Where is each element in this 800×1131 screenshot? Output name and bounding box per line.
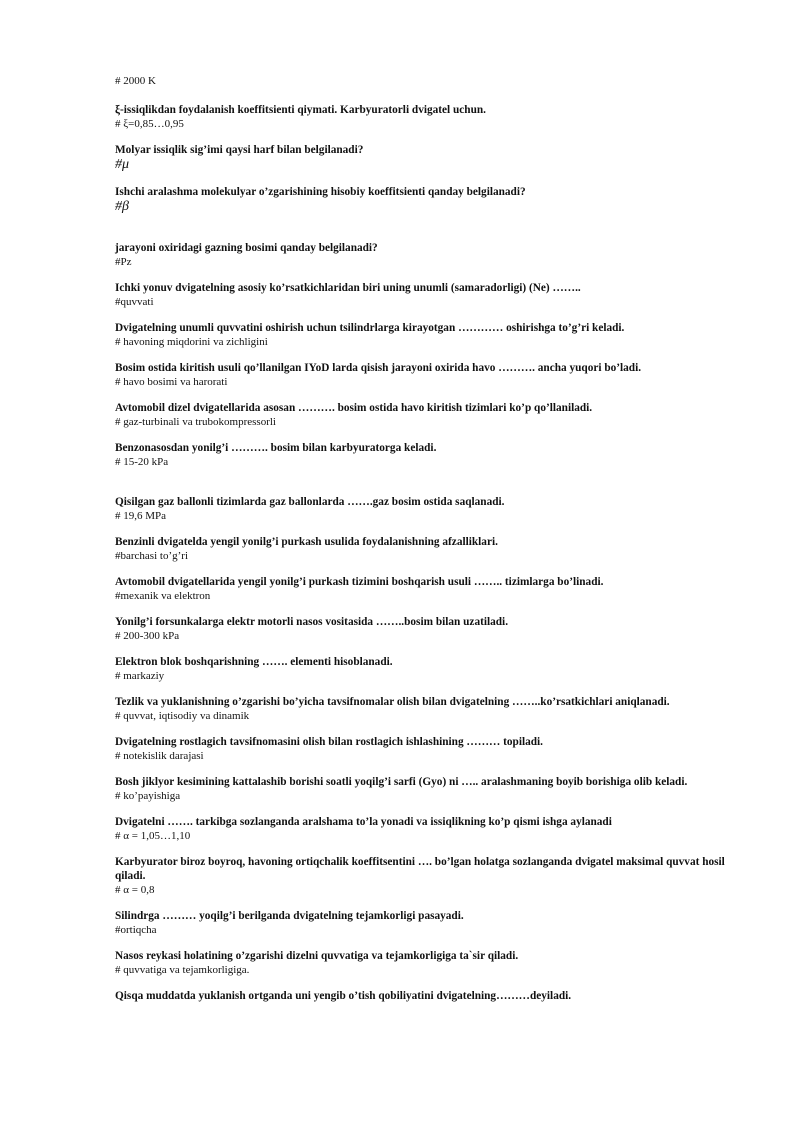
answer-text: # notekislik darajasi: [115, 750, 204, 762]
question-block: [115, 495, 725, 523]
question-text: Benzonasosdan yonilg’i ………. bosim bilan karbyuratorga keladi.: [115, 442, 437, 454]
question-text: Molyar issiqlik sig’imi qaysi harf bilan belgilanadi?: [115, 144, 364, 156]
answer-text: # gaz-turbinali va trubokompressorli: [115, 416, 276, 428]
answer-text: # havoning miqdorini va zichligini: [115, 336, 268, 348]
question-text: Bosim ostida kiritish usuli qo’llanilgan IYoD larda qisish jarayoni oxirida havo ………. ancha yuqori bo’ladi.: [115, 362, 642, 374]
answer-text: #mexanik va elektron: [115, 590, 211, 602]
answer-text: # ko’payishiga: [115, 790, 181, 802]
answer-text: # ξ=0,85…0,95: [115, 118, 184, 130]
answer-text: # 2000 K: [115, 75, 156, 87]
question-block: [115, 361, 725, 389]
document-page: [115, 75, 725, 1015]
answer-text: #β: [115, 199, 129, 214]
question-text: Dvigatelni ……. tarkibga sozlanganda aralshama to’la yonadi va issiqlikning ko’p qismi ishga aylanadi: [115, 816, 612, 828]
question-block: [115, 185, 725, 215]
question-text: Silindrga ……… yoqilg’i berilganda dvigatelning tejamkorligi pasayadi.: [115, 910, 464, 922]
question-text: Dvigatelning unumli quvvatini oshirish uchun tsilindrlarga kirayotgan ………… oshirishga to’g’ri keladi.: [115, 322, 625, 334]
question-block: [115, 103, 725, 131]
answer-text: #Pz: [115, 256, 132, 268]
question-text: Karbyurator biroz boyroq, havoning ortiqchalik koeffitsentini …. bo’lgan holatga sozlanganda dvigatel maksimal quvvat hosil qiladi.: [115, 856, 725, 882]
answer-text: #quvvati: [115, 296, 154, 308]
question-text: Ishchi aralashma molekulyar o’zgarishining hisobiy koeffitsienti qanday belgilanadi?: [115, 186, 526, 198]
question-text: Tezlik va yuklanishning o’zgarishi bo’yicha tavsifnomalar olish bilan dvigatelning ……..ko’rsatkichlari aniqlanadi.: [115, 696, 670, 708]
question-text: Elektron blok boshqarishning ……. elementi hisoblanadi.: [115, 656, 393, 668]
answer-text: # α = 0,8: [115, 884, 155, 896]
answer-text: #barchasi to’g’ri: [115, 550, 188, 562]
question-text: Avtomobil dizel dvigatellarida asosan ………. bosim ostida havo kiritish tizimlari ko’p qo’llaniladi.: [115, 402, 593, 414]
question-text: Ichki yonuv dvigatelning asosiy ko’rsatkichlaridan biri uning unumli (samaradorligi) (Ne) ……..: [115, 282, 581, 294]
question-text: Benzinli dvigatelda yengil yonilg’i purkash usulida foydalanishning afzalliklari.: [115, 536, 498, 548]
answer-text: # quvvat, iqtisodiy va dinamik: [115, 710, 250, 722]
answer-text: #μ: [115, 157, 130, 172]
answer-text: # 15-20 kPa: [115, 456, 169, 468]
question-block: [115, 143, 725, 173]
answer-text: #ortiqcha: [115, 924, 157, 936]
question-block: [115, 815, 725, 843]
question-text: Qisqa muddatda yuklanish ortganda uni yengib o’tish qobiliyatini dvigatelning………deyiladi.: [115, 990, 572, 1002]
answer-text: # markaziy: [115, 670, 165, 682]
question-block: [115, 735, 725, 763]
answer-text: # havo bosimi va harorati: [115, 376, 228, 388]
question-block: [115, 441, 725, 469]
answer-text: # quvvatiga va tejamkorligiga.: [115, 964, 250, 976]
question-block: [115, 321, 725, 349]
question-block: [115, 281, 725, 309]
answer-text: # α = 1,05…1,10: [115, 830, 191, 842]
question-block: [115, 855, 725, 897]
question-text: Bosh jiklyor kesimining kattalashib borishi soatli yoqilg’i sarfi (Gyo) ni ….. aralashmaning boyib borishiga olib keladi.: [115, 776, 688, 788]
question-text: Qisilgan gaz ballonli tizimlarda gaz ballonlarda …….gaz bosim ostida saqlanadi.: [115, 496, 505, 508]
question-text: ξ-issiqlikdan foydalanish koeffitsienti qiymati. Karbyuratorli dvigatel uchun.: [115, 104, 486, 116]
answer-text: # 200-300 kPa: [115, 630, 180, 642]
question-text: Dvigatelning rostlagich tavsifnomasini olish bilan rostlagich ishlashining ……… topiladi.: [115, 736, 544, 748]
question-text: Nasos reykasi holatining o’zgarishi dizelni quvvatiga va tejamkorligiga ta`sir qiladi.: [115, 950, 519, 962]
question-text: jarayoni oxiridagi gazning bosimi qanday belgilanadi?: [115, 242, 378, 254]
question-block: [115, 775, 725, 803]
question-block: [115, 655, 725, 683]
question-text: Avtomobil dvigatellarida yengil yonilg’i purkash tizimini boshqarish usuli …….. tizimlarga bo’linadi.: [115, 576, 604, 588]
question-block: [115, 989, 725, 1003]
question-text: Yonilg’i forsunkalarga elektr motorli nasos vositasida ……..bosim bilan uzatiladi.: [115, 616, 509, 628]
question-block: [115, 949, 725, 977]
answer-text: # 19,6 MPa: [115, 510, 167, 522]
question-block: [115, 909, 725, 937]
question-block: [115, 695, 725, 723]
question-block: [115, 241, 725, 269]
question-block: [115, 535, 725, 563]
question-block: [115, 575, 725, 603]
question-block: [115, 615, 725, 643]
question-block: [115, 401, 725, 429]
